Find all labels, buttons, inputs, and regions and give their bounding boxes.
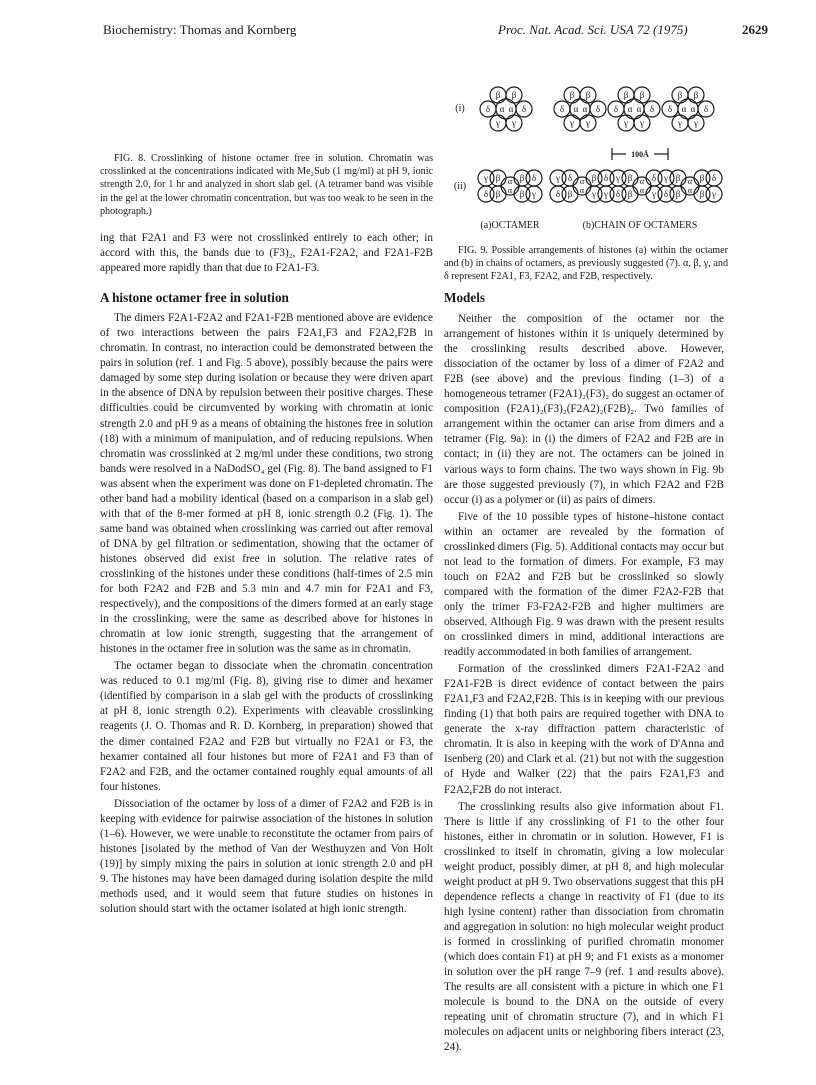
paragraph-continuation: ing that F2A1 and F3 were not crosslinked entirely to each other; in accord with this, the bands due to (F3)₂, F2A1-F2A2, and F2A1-F2B appeared more rapidly than that due to F2A1-F3. bbox=[100, 232, 433, 275]
svg-text:β: β bbox=[519, 173, 525, 183]
octamer-chain-ii bbox=[550, 170, 722, 202]
svg-text:β: β bbox=[699, 189, 705, 199]
svg-text:α: α bbox=[681, 104, 687, 114]
svg-text:γ: γ bbox=[694, 118, 698, 128]
svg-text:β: β bbox=[569, 90, 575, 100]
fig9-caption bbox=[444, 244, 728, 283]
svg-text:γ: γ bbox=[532, 189, 536, 199]
svg-text:β: β bbox=[675, 189, 681, 199]
svg-text:β: β bbox=[639, 90, 645, 100]
right-column bbox=[444, 290, 724, 1055]
svg-text:β: β bbox=[567, 189, 573, 199]
octamer-i bbox=[480, 87, 532, 131]
fig9-caption-text: FIG. 9. Possible arrangements of histones (a) within the octamer and (b) in chains of octamers, as previously suggested (7). α, β, γ, and δ represent F2A1, F3, F2A2, and F2B, respectively. bbox=[444, 245, 728, 282]
svg-text:δ: δ bbox=[595, 104, 601, 114]
svg-text:γ: γ bbox=[652, 189, 656, 199]
svg-text:β: β bbox=[693, 90, 699, 100]
figure-9 bbox=[440, 62, 730, 262]
svg-text:β: β bbox=[495, 189, 501, 199]
fig8-caption: FIG. 8. Crosslinking of histone octamer free in solution. Chromatin was crosslinked at the concentrations indicated with Me₂Sub (1 mg/ml) at pH 9, ionic strength 2.0, for 1 hr and analyzed in short slab gel. (A tetramer band was visible in the gel at the lower chromatin concentration, but was too weak to be seen in the photograph.) bbox=[100, 153, 433, 217]
svg-text:β: β bbox=[677, 90, 683, 100]
paragraph-five-contacts: Five of the 10 possible types of histone–histone contact within an octamer are revealed by the formation of crosslinked dimers (Fig. 5). Additional contacts may occur but not lead to the formation of dimers. For example, F3 may touch on F2A2 and F2B but be crosslinked so slowly compared with the formation of the dimer F2A2-F2B that only the trimer F3-F2A2-F2B and higher multimers are observed. Although Fig. 9 was drawn with the present results on crosslinked dimers in mind, additional interactions are readily accommodated in both families of arrangement. bbox=[444, 510, 724, 659]
svg-text:α: α bbox=[573, 104, 579, 114]
row-ii-label: (ii) bbox=[453, 181, 467, 192]
svg-text:γ: γ bbox=[570, 118, 574, 128]
section-heading-octamer: A histone octamer free in solution bbox=[100, 290, 289, 306]
svg-text:γ: γ bbox=[624, 118, 628, 128]
svg-text:γ: γ bbox=[616, 173, 620, 183]
label-chain-of-octamers: (b)CHAIN OF OCTAMERS bbox=[582, 220, 698, 231]
svg-text:γ: γ bbox=[592, 189, 596, 199]
svg-text:δ: δ bbox=[483, 189, 489, 199]
paragraph-dimers: The dimers F2A1-F2A2 and F2A1-F2B mentioned above are evidence of two interactions between the pairs F2A1,F3 and F2A2,F2B in chromatin. In contrast, no interaction could be demonstrated between the pairs in solution (ref. 1 and Fig. 5 above), possibly because the pairs were damaged by some step during isolation or because they were driven apart in the absence of DNA by repulsion between their positive charges. These difficulties could be circumvented by working with chromatin at ionic strength 2.0 and pH 9 as a means of obtaining the histones free in solution (18) with a minimum of manipulation, and of reducing repulsions. When chromatin was crosslinked at 2 mg/ml under these conditions, two strong bands were resolved in a NaDodSO₄ gel (Fig. 8). The band assigned to F1 was absent when the experiment was done on F1-depleted chromatin. The other band had a mobility identical (based on a comparison in a slab gel) with that of the 8-mer formed at pH 8, ionic strength 0.2 (Fig. 1). The same band was obtained when crosslinking was carried out after removal of DNA by gel filtration or sedimentation, showing that the octamer of histones observed did exist free in solution. The relative rates of crosslinking of the histones under these conditions (half-times of 2.5 min for both F2A2 and F2B and 5.3 min and 4.7 min for F2A1 and F3, respectively), and the compositions of the dimers formed at an early stage in the crosslinking, were the same as described above for histones in chromatin at low ionic strength, suggesting that the arrangement of histones in the octamer free in solution was the same as in chromatin. bbox=[100, 312, 433, 656]
svg-text:α: α bbox=[507, 177, 513, 186]
svg-text:δ: δ bbox=[649, 104, 655, 114]
svg-text:β: β bbox=[675, 173, 681, 183]
svg-text:γ: γ bbox=[640, 118, 644, 128]
svg-text:γ: γ bbox=[484, 173, 488, 183]
svg-text:α: α bbox=[687, 177, 693, 186]
paragraph-f1: The crosslinking results also give information about F1. There is little if any crosslinking of F1 to the other four histones, either in chromatin or in solution. However, F1 is crosslinked to itself in chromatin, giving a low molecular weight product, possibly dimer, at pH 8, and high molecular weight product at pH 9. Two observations suggest that this pH dependence reflects a change in reactivity of F1 (due to its high lysine content) rather than dissociation from chromatin and aggregation in solution: no high molecular weight product is formed in crosslinking of purified chromatin monomer (which does contain F1) at pH 9; and F1 exists as a monomer in solution over the pH range 7–9 (ref. 1 and results above). The results are all consistent with a picture in which one F1 molecule is bound to the DNA on the outside of every repeating unit of chromatin structure (7), and in which F1 molecules on adjacent units or neighboring fibers interact (23, 24). bbox=[444, 800, 724, 1054]
label-octamer: (a)OCTAMER bbox=[480, 220, 540, 231]
svg-text:α: α bbox=[639, 186, 645, 195]
svg-text:γ: γ bbox=[496, 118, 500, 128]
svg-text:β: β bbox=[511, 90, 517, 100]
svg-text:δ: δ bbox=[555, 189, 561, 199]
svg-text:γ: γ bbox=[586, 118, 590, 128]
svg-text:α: α bbox=[687, 186, 693, 195]
figure-9-diagram bbox=[440, 62, 730, 242]
row-i-label: (i) bbox=[455, 103, 465, 114]
svg-text:δ: δ bbox=[485, 104, 491, 114]
svg-text:δ: δ bbox=[711, 173, 717, 183]
svg-text:α: α bbox=[499, 104, 505, 114]
running-header-journal: Proc. Nat. Acad. Sci. USA 72 (1975) bbox=[498, 22, 688, 37]
svg-text:δ: δ bbox=[521, 104, 527, 114]
svg-text:β: β bbox=[591, 173, 597, 183]
svg-text:α: α bbox=[639, 177, 645, 186]
svg-text:δ: δ bbox=[531, 173, 537, 183]
svg-text:δ: δ bbox=[603, 173, 609, 183]
scale-bar bbox=[612, 148, 668, 160]
svg-text:α: α bbox=[508, 104, 514, 114]
page-number: 2629 bbox=[742, 22, 768, 37]
svg-text:β: β bbox=[699, 173, 705, 183]
svg-text:β: β bbox=[585, 90, 591, 100]
svg-text:α: α bbox=[507, 186, 513, 195]
svg-text:δ: δ bbox=[651, 173, 657, 183]
svg-text:α: α bbox=[627, 104, 633, 114]
svg-text:δ: δ bbox=[613, 104, 619, 114]
svg-text:δ: δ bbox=[559, 104, 565, 114]
svg-text:β: β bbox=[627, 189, 633, 199]
svg-text:α: α bbox=[690, 104, 696, 114]
svg-text:δ: δ bbox=[667, 104, 673, 114]
svg-text:β: β bbox=[495, 90, 501, 100]
svg-text:β: β bbox=[623, 90, 629, 100]
svg-text:β: β bbox=[627, 173, 633, 183]
svg-text:γ: γ bbox=[712, 189, 716, 199]
svg-text:α: α bbox=[582, 104, 588, 114]
svg-text:δ: δ bbox=[567, 173, 573, 183]
svg-text:α: α bbox=[579, 177, 585, 186]
scale-label: 100Å bbox=[631, 150, 649, 159]
svg-text:β: β bbox=[519, 189, 525, 199]
left-column bbox=[100, 152, 433, 917]
svg-text:δ: δ bbox=[703, 104, 709, 114]
running-header-authors: Biochemistry: Thomas and Kornberg bbox=[103, 22, 297, 37]
svg-text:γ: γ bbox=[556, 173, 560, 183]
svg-text:δ: δ bbox=[615, 189, 621, 199]
octamer-chain-i bbox=[554, 87, 714, 131]
svg-text:β: β bbox=[495, 173, 501, 183]
svg-text:γ: γ bbox=[664, 173, 668, 183]
section-heading-models: Models bbox=[444, 290, 486, 305]
svg-text:α: α bbox=[636, 104, 642, 114]
paragraph-models: Neither the composition of the octamer nor the arrangement of histones within it is uniquely determined by the crosslinking results described above. However, dissociation of the octamer by loss of a dimer of F2A2 and F2B (see above) and the previous finding (1–3) of a homogeneous tetramer (F2A1)₂(F3)₂ do suggest an octamer of composition (F2A1)₂(F3)₂(F2A2)₂(F2B)₂. Two families of arrangement within the octamer can arise from dimers and a tetramer (Fig. 9a): in (i) the dimers of F2A2 and F2B are in contact; in (ii) they are not. The octamers can be joined in various ways to form chains. The two ways shown in Fig. 9b are those suggested previously (7), in which F2A2 and F2B occur (i) as a polymer or (ii) as pairs of dimers. bbox=[444, 313, 724, 506]
svg-text:δ: δ bbox=[663, 189, 669, 199]
svg-text:γ: γ bbox=[678, 118, 682, 128]
svg-text:γ: γ bbox=[512, 118, 516, 128]
svg-text:γ: γ bbox=[604, 189, 608, 199]
paragraph-formation: Formation of the crosslinked dimers F2A1-F2A2 and F2A1-F2B is direct evidence of contact between the pairs F2A1,F3 and F2A2,F2B. This is in keeping with our previous finding (1) that both pairs are required together with DNA to generate the x-ray diffraction pattern characteristic of chromatin. It is also in keeping with the work of D'Anna and Isenberg (20) and Clark et al. (21) but not with the suggestion of Hyde and Walker (22) that the pairs F2A1,F3 and F2A2,F2B do not interact. bbox=[444, 663, 724, 796]
paragraph-pairwise: Dissociation of the octamer by loss of a dimer of F2A2 and F2B is in keeping with evidence for pairwise association of the histones in solution (1–6). However, we were unable to reconstitute the octamer from pairs of histones [isolated by the method of Van der Westhuyzen and Von Holt (19)] by simply mixing the pairs in solution at ionic strength 2.0 and pH 9. The histones may have been damaged during isolation despite the mild methods used, and it would seem that future studies on histones in solution should start with the octamer isolated at high ionic strength. bbox=[100, 797, 433, 916]
paragraph-dissociate: The octamer began to dissociate when the chromatin concentration was reduced to 0.1 mg/ml (Fig. 8), giving rise to dimer and hexamer (identified by comparison in a slab gel with the products of crosslinking at pH 8, ionic strength 0.2). Experiments with cleavable crosslinking reagents (J. O. Thomas and R. D. Kornberg, in preparation) showed that the dimer contained F2A2 and F2B but virtually no F2A1 or F3, the hexamer contained all four histones but more of F2A1 and F3 than of F2A2 and F2B, and the octamer contained roughly equal amounts of all four histones. bbox=[100, 660, 433, 793]
octamer-ii bbox=[478, 170, 542, 202]
svg-text:α: α bbox=[579, 186, 585, 195]
